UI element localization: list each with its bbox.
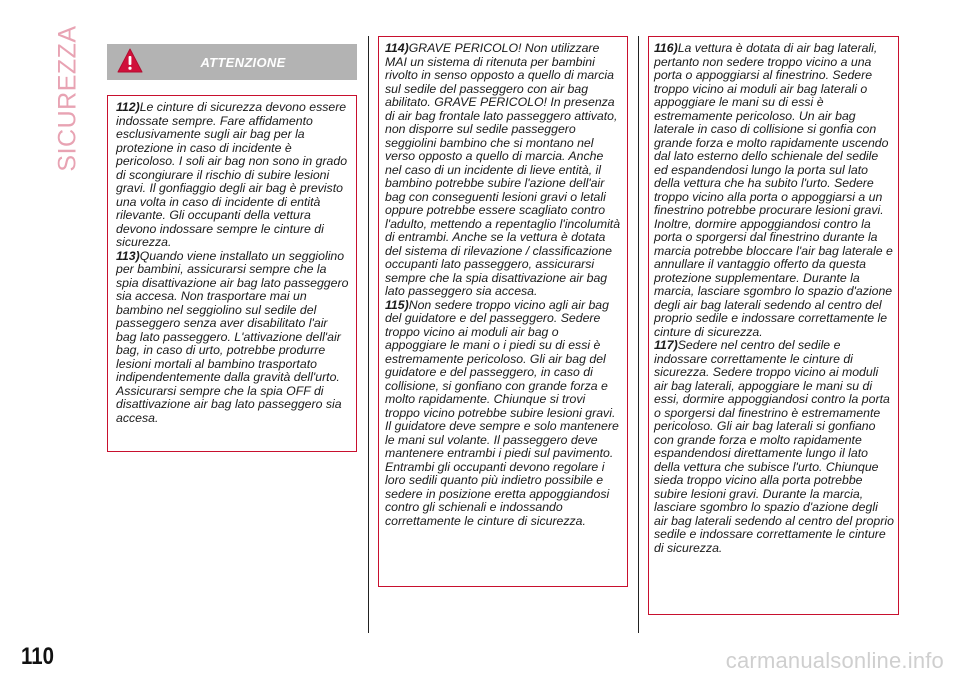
note-number: 116) (654, 41, 678, 55)
warning-header (107, 44, 357, 80)
note-number: 117) (654, 338, 678, 352)
note-text: Sedere nel centro del sedile e indossare correttamente le cinture di sicurezza. Sedere troppo vicino ai moduli air bag laterali, appoggiare le mani su di essi, dormire appoggiandosi contro la porta o sporgersi dal finestrino è estremamente pericoloso. Gli air bag laterali si gonfiano con grande forza e molto rapidamente espandendosi direttamente lungo il lato della vettura che subisce l'urto. Chiunque sieda troppo vicino alla porta potrebbe subire lesioni gravi. Durante la marcia, lasciare sgombro lo spazio d'azione degli air bag laterali sedendo al centro del proprio sedile e indossare correttamente le cinture di sicurezza. (654, 338, 894, 555)
note-number: 115) (385, 297, 409, 312)
note-text: Non sedere troppo vicino agli air bag del guidatore e del passeggero. Sedere troppo vicino ai moduli air bag o appoggiare le mani o i piedi su di essi è estremamente pericoloso. Gli air bag del guidatore e del passeggero, in caso di collisione, si gonfiano con grande forza e molto rapidamente. Chiunque si trovi troppo vicino potrebbe subire lesioni gravi. Il guidatore deve sempre e solo mantenere le mani sul volante. Il passeggero deve mantenere entrambi i piedi sul pavimento. Entrambi gli occupanti devono regolare i loro sedili quanto più indietro possibile e sedere in posizione eretta appoggiandosi contro gli schienali e indossando correttamente le cinture di sicurezza. (385, 297, 619, 528)
section-title-text: SICUREZZA (53, 24, 82, 172)
column-divider-2 (638, 36, 639, 633)
note-number: 112) (116, 100, 140, 114)
note-117 (654, 339, 894, 555)
note-number: 113) (116, 248, 140, 263)
note-text: GRAVE PERICOLO! Non utilizzare MAI un sistema di ritenuta per bambini rivolto in senso opposto a quello di marcia sul sedile del passeggero con air bag abilitato. GRAVE PERICOLO! In presenza di air bag frontale lato passeggero attivato, non disporre sul sedile passeggero seggiolini bambino che si montano nel verso opposto a quello di marcia. Anche nel caso di un incidente di lieve entità, il bambino potrebbe subire l'azione dell'air bag con conseguenti lesioni gravi o letali oppure potrebbe essere scagliato contro l'adulto, mettendo a repentaglio l'incolumità di entrambi. Anche se la vettura è dotata del sistema di rilevazione / classificazione occupanti lato passeggero, assicurarsi sempre che la spia disattivazione air bag lato passeggero sia accesa. (385, 41, 621, 298)
note-115 (385, 299, 623, 529)
note-box-right (648, 36, 899, 615)
note-box-middle (378, 36, 628, 587)
note-text: Quando viene installato un seggiolino per bambini, assicurarsi sempre che la spia disattivazione air bag lato passeggero sia accesa. Non trasportare mai un bambino nel seggiolino sul sedile del passeggero senza aver disabilitato l'air bag lato passeggero. L'attivazione dell'air bag, in caso di urto, potrebbe produrre lesioni mortali al bambino trasportato indipendentemente dalla gravità dell'urto. Assicurarsi sempre che la spia OFF di disattivazione air bag lato passeggero sia accesa. (116, 248, 349, 425)
warning-box (107, 95, 357, 452)
note-text: La vettura è dotata di air bag laterali, pertanto non sedere troppo vicino a una porta o appoggiarsi al finestrino. Sedere troppo vicino ai moduli air bag laterali o appoggiare le mani su di essi è estremamente pericoloso. Un air bag laterale in caso di collisione si gonfia con grande forza e molto rapidamente uscendo dal lato esterno dello schienale del sedile ed espandendosi lungo la porta sul lato della vettura che ha subito l'urto. Sedere troppo vicino alla porta o appoggiarsi a un finestrino potrebbe procurare lesioni gravi. Inoltre, dormire appoggiandosi contro la porta o sporgersi dal finestrino durante la marcia potrebbe bloccare l'air bag laterale e annullare il vantaggio offerto da questa protezione supplementare. Durante la marcia, lasciare sgombro lo spazio d'azione degli air bag laterali sedendo al centro del proprio sedile e indossare correttamente le cinture di sicurezza. (654, 41, 893, 339)
note-116 (654, 42, 894, 339)
section-title (46, 24, 90, 172)
note-number: 114) (385, 41, 409, 55)
note-112 (116, 101, 350, 250)
note-114 (385, 42, 623, 299)
note-113 (116, 250, 350, 426)
note-text: Le cinture di sicurezza devono essere indossate sempre. Fare affidamento esclusivamente sugli air bag per la protezione in caso di incidente è pericoloso. I soli air bag non sono in grado di scongiurare il rischio di subire lesioni gravi. Il gonfiaggio degli air bag è previsto una volta in caso di incidente di entità rilevante. Gli occupanti della vettura devono indossare sempre le cinture di sicurezza. (116, 100, 348, 249)
warning-title: ATTENZIONE (200, 55, 286, 70)
page-number: 110 (21, 643, 54, 670)
column-divider-1 (368, 36, 369, 633)
watermark: carmanualsonline.info (725, 648, 944, 673)
